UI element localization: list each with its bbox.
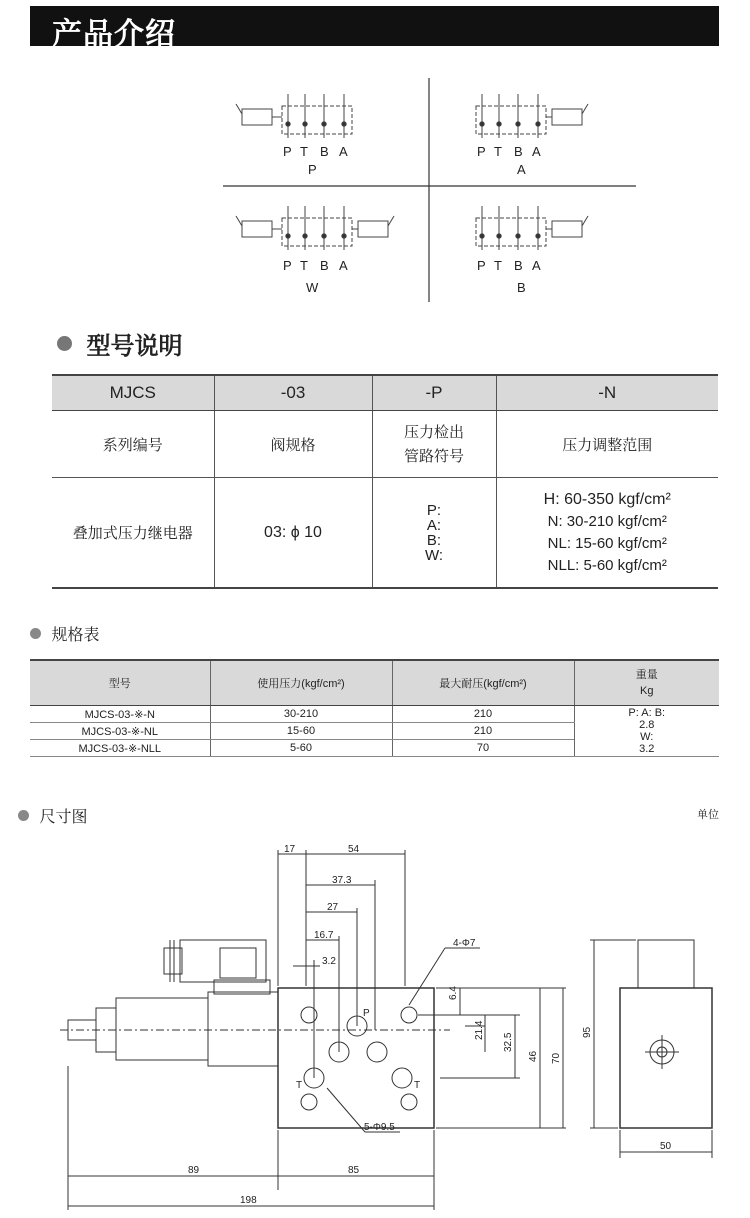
svg-text:17: 17 <box>284 844 296 855</box>
svg-text:T: T <box>300 144 308 159</box>
svg-text:3.2: 3.2 <box>322 956 336 967</box>
svg-text:85: 85 <box>348 1165 360 1176</box>
model-header-range: -N <box>496 375 718 411</box>
symbol-p-ports: P <box>283 144 292 159</box>
svg-text:T: T <box>300 258 308 273</box>
symbol-w-ports: P <box>283 258 292 273</box>
spec-row-model: MJCS-03-※-N <box>30 706 210 723</box>
symbol-p-label: P <box>308 162 317 177</box>
symbol-b-ports: P <box>477 258 486 273</box>
spec-row-max: 210 <box>392 723 574 740</box>
svg-text:21.4: 21.4 <box>474 1020 485 1040</box>
section-bullet-icon <box>57 336 72 351</box>
spec-row-model: MJCS-03-※-NL <box>30 723 210 740</box>
svg-text:46: 46 <box>528 1050 539 1062</box>
svg-text:B: B <box>514 144 523 159</box>
spec-header-weight: 重量 Kg <box>574 660 719 706</box>
spec-header-max: 最大耐压(kgf/cm²) <box>392 660 574 706</box>
dimension-section-title: 尺寸图 <box>39 807 88 826</box>
model-header-series: MJCS <box>52 375 214 411</box>
svg-text:54: 54 <box>348 844 360 855</box>
symbol-a-label: A <box>517 162 526 177</box>
svg-text:16.7: 16.7 <box>314 930 334 941</box>
spec-row-max: 70 <box>392 740 574 757</box>
model-header-line: -P <box>372 375 496 411</box>
dimension-drawing <box>0 830 750 1218</box>
svg-text:A: A <box>339 144 348 159</box>
spec-header-model: 型号 <box>30 660 210 706</box>
svg-text:27: 27 <box>327 902 339 913</box>
model-header-size: -03 <box>214 375 372 411</box>
svg-text:89: 89 <box>188 1165 200 1176</box>
svg-text:B: B <box>320 144 329 159</box>
model-line-label: 压力检出 管路符号 <box>372 411 496 478</box>
model-series-value: 叠加式压力继电器 <box>52 478 214 589</box>
model-range-label: 压力调整范围 <box>496 411 718 478</box>
symbol-b-label: B <box>517 280 526 295</box>
dimension-section-heading <box>18 804 87 827</box>
svg-text:32.5: 32.5 <box>503 1032 514 1052</box>
svg-text:50: 50 <box>660 1141 672 1152</box>
svg-text:5-Φ9.5: 5-Φ9.5 <box>364 1122 395 1133</box>
svg-text:T: T <box>494 258 502 273</box>
model-table <box>52 374 718 589</box>
spec-section-title: 规格表 <box>51 625 100 644</box>
symbol-w-label: W <box>306 280 319 295</box>
svg-text:A: A <box>339 258 348 273</box>
spec-section-heading <box>30 622 99 645</box>
page-title: 产品介绍 <box>52 17 176 52</box>
spec-weight-cell: P: A: B: 2.8 W: 3.2 <box>574 706 719 757</box>
svg-text:T: T <box>296 1080 303 1091</box>
svg-text:6.4: 6.4 <box>448 986 459 1000</box>
svg-text:T: T <box>414 1080 421 1091</box>
svg-text:70: 70 <box>551 1052 562 1064</box>
model-size-value: 03: ϕ 10 <box>214 478 372 589</box>
svg-text:4-Φ7: 4-Φ7 <box>453 938 476 949</box>
svg-text:A: A <box>532 258 541 273</box>
model-range-values: H: 60-350 kgf/cm² N: 30-210 kgf/cm² NL: 15-60 kgf/cm² NLL: 5-60 kgf/cm² <box>496 478 718 589</box>
svg-text:A: A <box>532 144 541 159</box>
section-bullet-icon <box>30 628 41 639</box>
model-size-label: 阀规格 <box>214 411 372 478</box>
svg-text:B: B <box>320 258 329 273</box>
svg-text:37.3: 37.3 <box>332 875 352 886</box>
symbol-a-ports: P <box>477 144 486 159</box>
svg-text:198: 198 <box>240 1195 257 1206</box>
hydraulic-symbols-diagram <box>0 0 750 310</box>
spec-row-use: 15-60 <box>210 723 392 740</box>
svg-text:P: P <box>363 1008 370 1019</box>
spec-header-use: 使用压力(kgf/cm²) <box>210 660 392 706</box>
spec-row-use: 5-60 <box>210 740 392 757</box>
svg-text:95: 95 <box>582 1026 593 1038</box>
svg-text:B: B <box>514 258 523 273</box>
model-section-heading <box>57 326 182 361</box>
spec-row-max: 210 <box>392 706 574 723</box>
model-section-title: 型号说明 <box>86 332 183 360</box>
model-series-label: 系列编号 <box>52 411 214 478</box>
spec-row-use: 30-210 <box>210 706 392 723</box>
svg-text:T: T <box>494 144 502 159</box>
spec-table <box>30 659 719 757</box>
model-line-values: P: A: B: W: <box>372 478 496 589</box>
spec-row-model: MJCS-03-※-NLL <box>30 740 210 757</box>
unit-label: 单位 <box>697 808 719 821</box>
section-bullet-icon <box>18 810 29 821</box>
